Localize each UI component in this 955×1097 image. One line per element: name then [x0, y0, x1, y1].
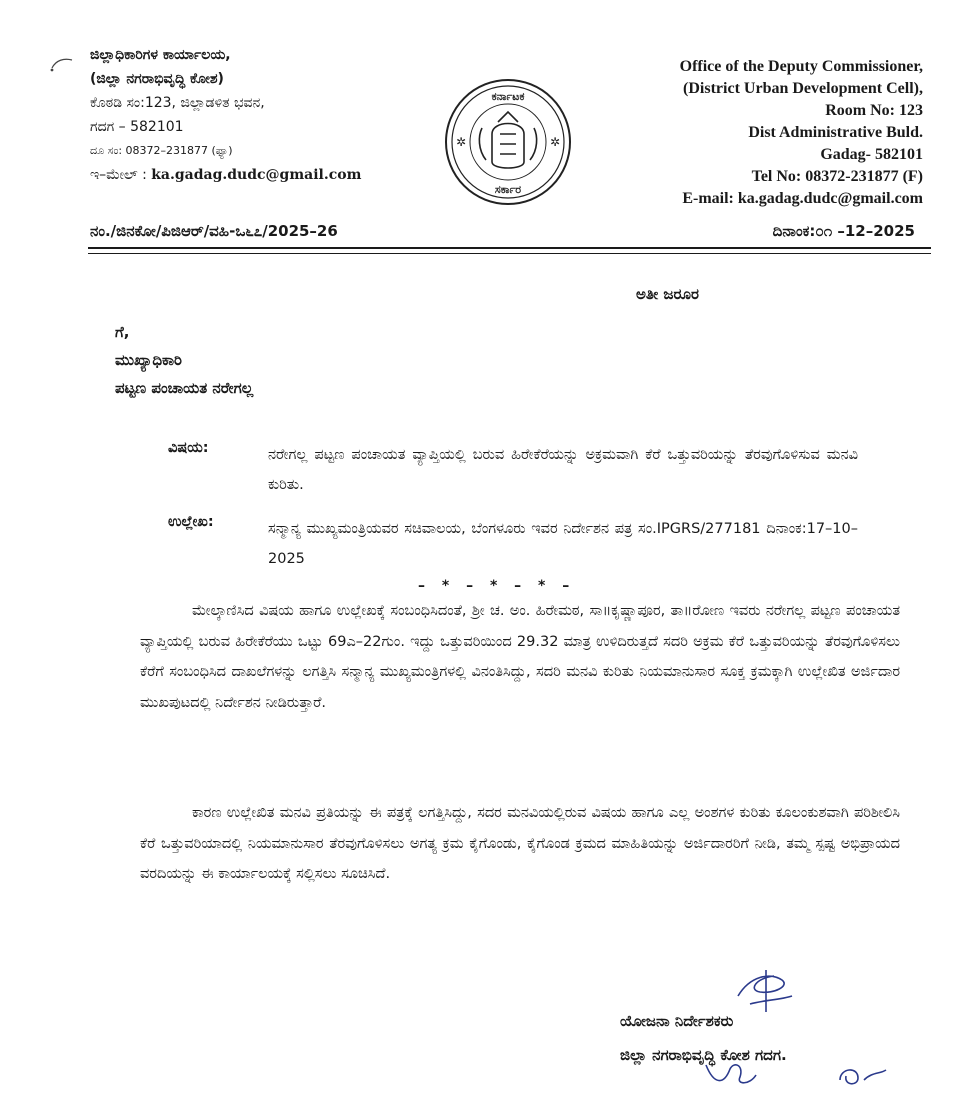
phone-en: Tel No: 08372-231877 (F): [751, 168, 923, 185]
urgency-label: ಅತೀ ಜರೂರ: [636, 285, 699, 303]
margin-pen-mark: [48, 54, 76, 74]
svg-text:✲: ✲: [550, 135, 561, 149]
handwritten-initials: [700, 1055, 760, 1091]
subject-text: ನರೇಗಲ್ಲ ಪಟ್ಟಣ ಪಂಚಾಯತ ವ್ಯಾಪ್ತಿಯಲ್ಲಿ ಬರುವ ಹಿರೇಕೆರೆಯನ್ನು ಅಕ್ರಮವಾಗಿ ಕೆರೆ ಒತ್ತುವರಿಯನ್ನು ತೆರವುಗೊಳಿಸುವ ಮನವಿ ಕುರಿತು.: [268, 447, 858, 493]
svg-text:✲: ✲: [456, 135, 467, 149]
reference-block: [168, 514, 858, 574]
subject-block: [168, 440, 858, 500]
header-rule-thin: [88, 253, 931, 254]
body-paragraph-2: ಕಾರಣ ಉಲ್ಲೇಖಿತ ಮನವಿ ಪ್ರತಿಯನ್ನು ಈ ಪತ್ರಕ್ಕೆ ಲಗತ್ತಿಸಿದ್ದು, ಸದರ ಮನವಿಯಲ್ಲಿರುವ ವಿಷಯ ಹಾಗೂ ಎಲ್ಲ ಅಂಶಗಳ ಕುರಿತು ಕೂಲಂಕುಶವಾಗಿ ಪರಿಶೀಲಿಸಿ ಕೆರೆ ಒತ್ತುವರಿಯಾದಲ್ಲಿ ನಿಯಮಾನುಸಾರ ತೆರವುಗೊಳಿಸಲು ಅಗತ್ಯ ಕ್ರಮ ಕೈಗೊಂಡು, ಕೈಗೊಂಡ ಕ್ರಮದ ಮಾಹಿತಿಯನ್ನು ಅರ್ಜಿದಾರರಿಗೆ ನೀಡಿ, ತಮ್ಮ ಸ್ಪಷ್ಟ ಅಭಿಪ್ರಾಯದ ವರದಿಯನ್ನು ಈ ಕಾರ್ಯಾಲಯಕ್ಕೆ ಸಲ್ಲಿಸಲು ಸೂಚಿಸಿದೆ.: [140, 805, 900, 882]
addressee-block: [115, 318, 253, 402]
reference-number: ನಂ./ಜಿನಕೋ/ಪಿಜಿಆರ್/ವಹಿ-ಒ೬೭/2025–26: [90, 222, 338, 240]
body-paragraph-1: ಮೇಲ್ಕಾಣಿಸಿದ ವಿಷಯ ಹಾಗೂ ಉಲ್ಲೇಖಕ್ಕೆ ಸಂಬಂಧಿಸಿದಂತೆ, ಶ್ರೀ ಚ. ಅಂ. ಹಿರೇಮಠ, ಸಾ॥ಕೃಷ್ಣಾಪೂರ, ತಾ॥ರೋಣ ಇವರು ನರೇಗಲ್ಲ ಪಟ್ಟಣ ಪಂಚಾಯತ ವ್ಯಾಪ್ತಿಯಲ್ಲಿ ಬರುವ ಹಿರೇಕೆರೆಯು ಒಟ್ಟು 69ಎ–22ಗುಂ. ಇದ್ದು ಒತ್ತುವರಿಯಿಂದ 29.32 ಮಾತ್ರ ಉಳಿದಿರುತ್ತದೆ ಸದರಿ ಅಕ್ರಮ ಕೆರೆ ಒತ್ತುವರಿಯನ್ನು ತೆರವುಗೊಳಿಸಲು ಕೆರೆಗೆ ಸಂಬಂಧಿಸಿದ ದಾಖಲೆಗಳನ್ನು ಲಗತ್ತಿಸಿ ಸನ್ಮಾನ್ಯ ಮುಖ್ಯಮಂತ್ರಿಗಳಲ್ಲಿ ವಿನಂತಿಸಿದ್ದು, ಸದರಿ ಮನವಿ ಕುರಿತು ನಿಯಮಾನುಸಾರ ಸೂಕ್ತ ಕ್ರಮಕ್ಕಾಗಿ ಉಲ್ಲೇಖಿತ ಅರ್ಜಿದಾರ ಮುಖಪುಟದಲ್ಲಿ ನಿರ್ದೇಶನ ನೀಡಿರುತ್ತಾರೆ.: [140, 603, 900, 711]
section-separator: – * – * – * –: [418, 578, 576, 594]
header-rule: [88, 247, 931, 249]
reference-label: ಉಲ್ಲೇಖ:: [168, 514, 214, 530]
cell-name-kn: (ಜಿಲ್ಲಾ ನಗರಾಭಿವೃದ್ಧಿ ಕೋಶ): [90, 71, 224, 87]
addressee-to: ಗೆ,: [115, 323, 130, 341]
room-en: Room No: 123: [825, 102, 923, 119]
city-en: Gadag- 582101: [820, 146, 923, 163]
subject-label: ವಿಷಯ:: [168, 440, 209, 456]
letter-date: ದಿನಾಂಕ:೦೧ –12–2025: [772, 222, 915, 240]
email-row-kn: [90, 166, 430, 184]
email-kn: ka.gadag.dudc@gmail.com: [151, 167, 362, 183]
room-kn: ಕೊಠಡಿ ಸಂ:123, ಜಿಲ್ಲಾಡಳಿತ ಭವನ,: [90, 95, 265, 111]
phone-kn: ದೂ ಸಂ: 08372–231877 (ಫ್ಯಾ): [90, 144, 233, 157]
letterhead-english: [563, 56, 923, 210]
signatory-office: ಜಿಲ್ಲಾ ನಗರಾಭಿವೃದ್ಧಿ ಕೋಶ ಗದಗ.: [620, 1046, 787, 1064]
office-name-kn: ಜಿಲ್ಲಾಧಿಕಾರಿಗಳ ಕಾರ್ಯಾಲಯ,: [90, 47, 231, 63]
emblem-top-text: ಕರ್ನಾಟಕ: [491, 90, 525, 103]
letterhead-kannada: [90, 46, 430, 190]
karnataka-emblem-seal: [442, 76, 574, 208]
city-kn: ಗದಗ – 582101: [90, 119, 184, 135]
handwritten-initials-2: [830, 1060, 890, 1092]
office-name-en: Office of the Deputy Commissioner,: [679, 58, 923, 75]
reference-text: ಸನ್ಮಾನ್ಯ ಮುಖ್ಯಮಂತ್ರಿಯವರ ಸಚಿವಾಲಯ, ಬೆಂಗಳೂರು ಇವರ ನಿರ್ದೇಶನ ಪತ್ರ ಸಂ.IPGRS/277181 ದಿನಾಂಕ:17–10–2025: [268, 521, 858, 567]
cell-name-en: (District Urban Development Cell),: [683, 80, 923, 97]
signatory-designation: ಯೋಜನಾ ನಿರ್ದೇಶಕರು: [620, 1012, 734, 1030]
emblem-bottom-text: ಸರ್ಕಾರ: [494, 183, 522, 196]
addressee-office: ಪಟ್ಟಣ ಪಂಚಾಯತ ನರೇಗಲ್ಲ: [115, 379, 254, 397]
addressee-designation: ಮುಖ್ಯಾಧಿಕಾರಿ: [115, 351, 182, 369]
email-en: E-mail: ka.gadag.dudc@gmail.com: [682, 190, 923, 207]
building-en: Dist Administrative Buld.: [748, 124, 923, 141]
email-label-kn: ಇ–ಮೇಲ್ :: [90, 167, 147, 183]
